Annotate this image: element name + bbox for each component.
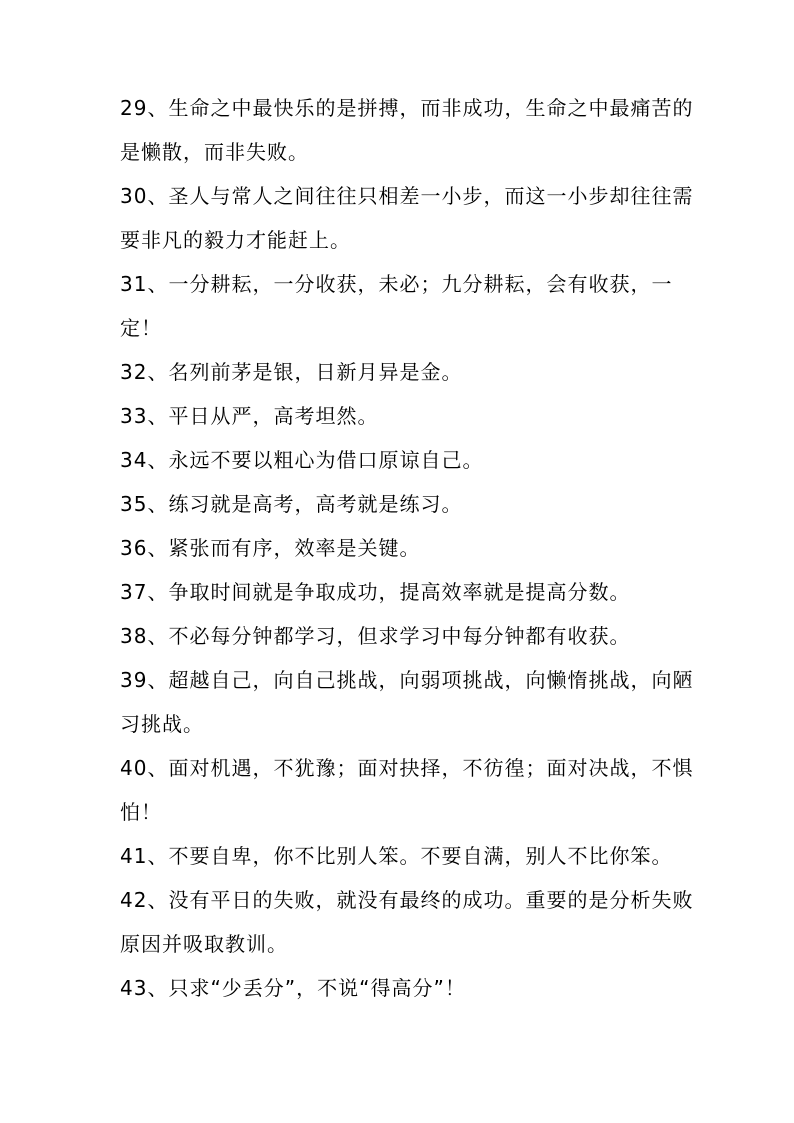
quote-32: 32、名列前茅是银，日新月异是金。 — [120, 360, 463, 384]
quote-33: 33、平日从严，高考坦然。 — [120, 404, 379, 428]
quote-38: 38、不必每分钟都学习，但求学习中每分钟都有收获。 — [120, 624, 631, 648]
quote-43: 43、只求“少丢分”，不说“得高分”！ — [120, 976, 466, 1000]
quote-30: 30、圣人与常人之间往往只相差一小步，而这一小步却往往需要非凡的毅力才能赶上。 — [120, 184, 694, 252]
quote-36: 36、紧张而有序，效率是关键。 — [120, 536, 421, 560]
quote-37: 37、争取时间就是争取成功，提高效率就是提高分数。 — [120, 580, 631, 604]
quote-42: 42、没有平日的失败，就没有最终的成功。重要的是分析失败原因并吸取教训。 — [120, 888, 694, 956]
quote-40: 40、面对机遇，不犹豫；面对抉择，不彷徨；面对决战，不惧怕！ — [120, 756, 694, 824]
quote-29: 29、生命之中最快乐的是拼搏，而非成功，生命之中最痛苦的是懒散，而非失败。 — [120, 96, 694, 164]
quote-34: 34、永远不要以粗心为借口原谅自己。 — [120, 448, 484, 472]
quote-35: 35、练习就是高考，高考就是练习。 — [120, 492, 463, 516]
quote-41: 41、不要自卑，你不比别人笨。不要自满，别人不比你笨。 — [120, 844, 673, 868]
quote-39: 39、超越自己，向自己挑战，向弱项挑战，向懒惰挑战，向陋习挑战。 — [120, 668, 694, 736]
quote-31: 31、一分耕耘，一分收获，未必；九分耕耘，会有收获，一定！ — [120, 272, 673, 340]
